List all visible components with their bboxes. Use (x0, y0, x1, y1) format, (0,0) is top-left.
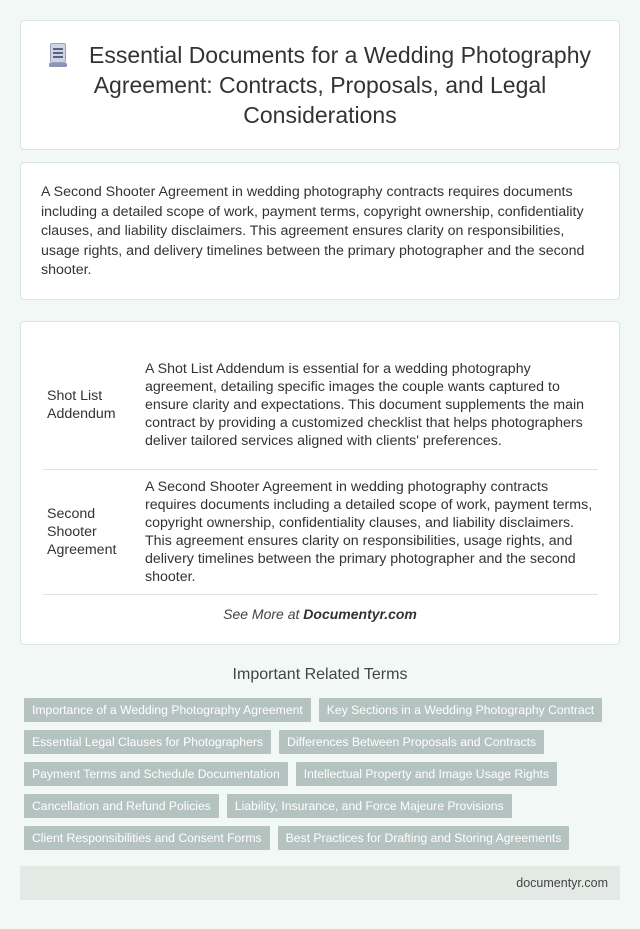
related-term-tag[interactable]: Best Practices for Drafting and Storing Agreements (278, 826, 570, 850)
terms-table-card (20, 321, 620, 645)
related-term-tag[interactable]: Differences Between Proposals and Contracts (279, 730, 544, 754)
page-title (40, 40, 600, 130)
table-row (43, 342, 598, 469)
tag-row (24, 826, 620, 850)
see-more-site[interactable]: Documentyr.com (303, 606, 417, 622)
document-icon (49, 43, 67, 65)
related-term-tag[interactable]: Key Sections in a Wedding Photography Contract (319, 698, 602, 722)
tag-row (24, 730, 620, 754)
title-card (20, 20, 620, 150)
related-term-tag[interactable]: Intellectual Property and Image Usage Rights (296, 762, 557, 786)
description-cell: A Shot List Addendum is essential for a wedding photography agreement, detailing specific images the couple wants captured to ensure clarity and expectations. This document supplements the main contract by providing a customized checklist that helps photographers deliver tailored services aligned with clients' preferences. (141, 342, 598, 469)
related-term-tag[interactable]: Importance of a Wedding Photography Agreement (24, 698, 311, 722)
tag-row (24, 762, 620, 786)
see-more-prefix: See More at (223, 606, 304, 622)
footer-site[interactable]: documentyr.com (516, 876, 608, 890)
related-terms-heading: Important Related Terms (232, 666, 408, 683)
related-term-tag[interactable]: Client Responsibilities and Consent Forms (24, 826, 270, 850)
description-cell: A Second Shooter Agreement in wedding photography contracts requires documents including a detailed scope of work, payment terms, copyright ownership, confidentiality clauses, and liability disclaimers. This agreement ensures clarity on responsibilities, usage rights, and delivery timelines between the primary photographer and the second shooter. (141, 469, 598, 594)
related-term-tag[interactable]: Cancellation and Refund Policies (24, 794, 219, 818)
page-title-text: Essential Documents for a Wedding Photography Agreement: Contracts, Proposals, and Legal Considerations (88, 42, 592, 128)
footer (20, 866, 620, 900)
related-term-tag[interactable]: Essential Legal Clauses for Photographers (24, 730, 271, 754)
table-row (43, 469, 598, 594)
tag-row (24, 794, 620, 818)
intro-paragraph: A Second Shooter Agreement in wedding photography contracts requires documents including a detailed scope of work, payment terms, copyright ownership, confidentiality clauses, and liability disclaimers. This agreement ensures clarity on responsibilities, usage rights, and delivery timelines between the primary photographer and the second shooter. (41, 184, 585, 278)
related-term-tag[interactable]: Liability, Insurance, and Force Majeure Provisions (227, 794, 512, 818)
tag-row (24, 698, 620, 722)
intro-card (20, 162, 620, 300)
related-term-tag[interactable]: Payment Terms and Schedule Documentation (24, 762, 288, 786)
terms-table (43, 342, 598, 595)
term-cell: Shot List Addendum (43, 342, 141, 469)
term-cell: Second Shooter Agreement (43, 469, 141, 594)
see-more-link[interactable] (21, 606, 619, 622)
related-terms-list (24, 698, 620, 858)
